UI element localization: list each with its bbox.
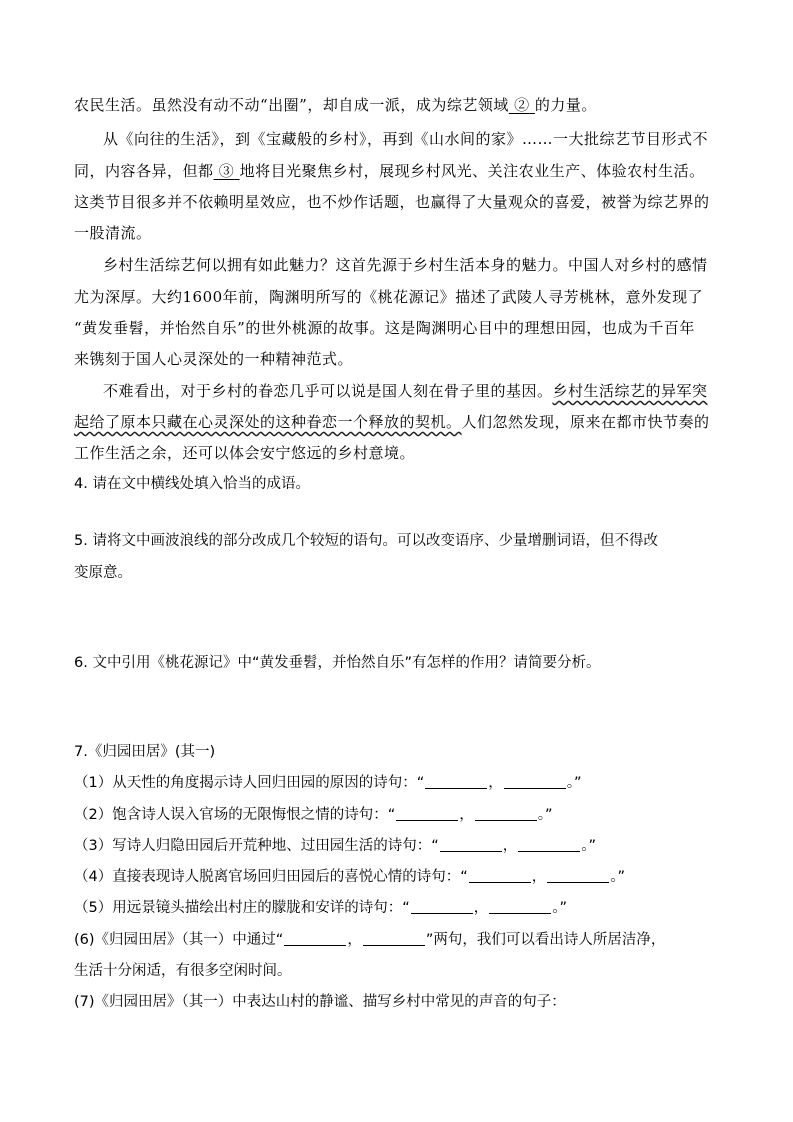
wavy-underlined-text: 乡村生活综艺的异军突 <box>552 382 708 400</box>
text: 的力量。 <box>534 96 597 114</box>
answer-blank[interactable] <box>411 899 473 914</box>
text: (6)《归园田居》（其一）中通过“ <box>74 932 284 948</box>
text: （3）写诗人归隐田园后开荒种地、过田园生活的诗句：“ <box>74 838 439 854</box>
answer-blank[interactable] <box>518 837 580 852</box>
passage-line: 这类节目很多并不依赖明星效应，也不炒作话题，也赢得了大量观众的喜爱，被誉为综艺界的 <box>74 193 710 211</box>
answer-blank[interactable] <box>475 806 537 821</box>
answer-blank[interactable] <box>284 931 346 946</box>
text: 农民生活。虽然没有动不动“出圈”，却自成一派，成为综艺领域 <box>74 96 509 114</box>
passage-line: 乡村生活综艺何以拥有如此魅力？这首先源于乡村生活本身的魅力。中国人对乡村的感情 <box>103 256 708 274</box>
question-7-title: 7.《归园田居》(其一) <box>74 744 216 760</box>
question-7-item: （2）饱含诗人误入官场的无限悔恨之情的诗句：“ ， 。” <box>74 807 553 823</box>
question-7-item: （5）用远景镜头描绘出村庄的朦胧和安详的诗句：“ ， 。” <box>74 900 568 916</box>
answer-blank[interactable] <box>363 931 425 946</box>
passage-line <box>74 160 705 182</box>
text: （1）从天性的角度揭示诗人回归田园的原因的诗句：“ <box>74 775 425 791</box>
answer-blank[interactable] <box>396 806 458 821</box>
text: ”两句，我们可以看出诗人所居洁净， <box>425 932 666 948</box>
question-7-item: (6)《归园田居》（其一）中通过“ ， ”两句，我们可以看出诗人所居洁净， <box>74 932 666 948</box>
answer-blank[interactable] <box>425 774 487 789</box>
passage-line: 工作生活之余，还可以体会安宁悠远的乡村意境。 <box>74 444 416 462</box>
question-5-line: 5. 请将文中画波浪线的部分改成几个较短的语句。可以改变语序、少量增删词语，但不得改 <box>74 533 658 549</box>
question-6: 6. 文中引用《桃花源记》中“黄发垂髫，并怡然自乐”有怎样的作用？请简要分析。 <box>74 655 601 671</box>
answer-blank[interactable] <box>547 868 609 883</box>
text: 地将目光聚焦乡村，展现乡村风光、关注农业生产、体验农村生活。 <box>239 162 705 180</box>
question-7-item: （4）直接表现诗人脱离官场回归田园后的喜悦心情的诗句：“ ， 。” <box>74 869 626 885</box>
question-5-line: 变原意。 <box>74 565 132 581</box>
question-7-item: (7)《归园田居》（其一）中表达山村的静谧、描写乡村中常见的声音的句子： <box>74 994 566 1010</box>
text: 不难看出，对于乡村的眷恋几乎可以说是国人刻在骨子里的基因。 <box>103 382 553 400</box>
answer-blank[interactable] <box>489 899 551 914</box>
wavy-underlined-text: 起给了原本只藏在心灵深处的这种眷恋一个释放的契机。 <box>74 413 462 431</box>
passage-line: 来镌刻于国人心灵深处的一种精神范式。 <box>74 350 354 368</box>
text: （2）饱含诗人误入官场的无限悔恨之情的诗句：“ <box>74 807 396 823</box>
passage-line: 一股清流。 <box>74 224 152 242</box>
passage-line <box>103 380 708 402</box>
passage-line <box>74 411 710 433</box>
passage-line: 从《向往的生活》，到《宝藏般的乡村》，再到《山水间的家》……一大批综艺节目形式不 <box>103 130 709 148</box>
answer-blank[interactable] <box>440 837 502 852</box>
blank-3: ③ <box>218 162 235 180</box>
answer-blank[interactable] <box>469 868 531 883</box>
text: （4）直接表现诗人脱离官场回归田园后的喜悦心情的诗句：“ <box>74 869 468 885</box>
text: 同，内容各异，但都 <box>74 162 214 180</box>
passage-line: 尤为深厚。大约1600年前，陶渊明所写的《桃花源记》描述了武陵人寻芳桃林，意外发现了 <box>74 288 704 306</box>
question-4: 4. 请在文中横线处填入恰当的成语。 <box>74 476 310 492</box>
question-7-item-cont: 生活十分闲适，有很多空闲时间。 <box>74 963 292 979</box>
text: （5）用远景镜头描绘出村庄的朦胧和安详的诗句：“ <box>74 900 410 916</box>
answer-blank[interactable] <box>504 774 566 789</box>
passage-line <box>74 94 597 116</box>
passage-line: “黄发垂髫，并怡然自乐”的世外桃源的故事。这是陶渊明心目中的理想田园，也成为千百年 <box>74 319 695 337</box>
question-7-item: （1）从天性的角度揭示诗人回归田园的原因的诗句：“ ， 。” <box>74 775 582 791</box>
question-7-item: （3）写诗人归隐田园后开荒种地、过田园生活的诗句：“ ， 。” <box>74 838 597 854</box>
text: 人们忽然发现，原来在都市快节奏的 <box>461 413 710 431</box>
blank-2: ② <box>514 96 530 114</box>
